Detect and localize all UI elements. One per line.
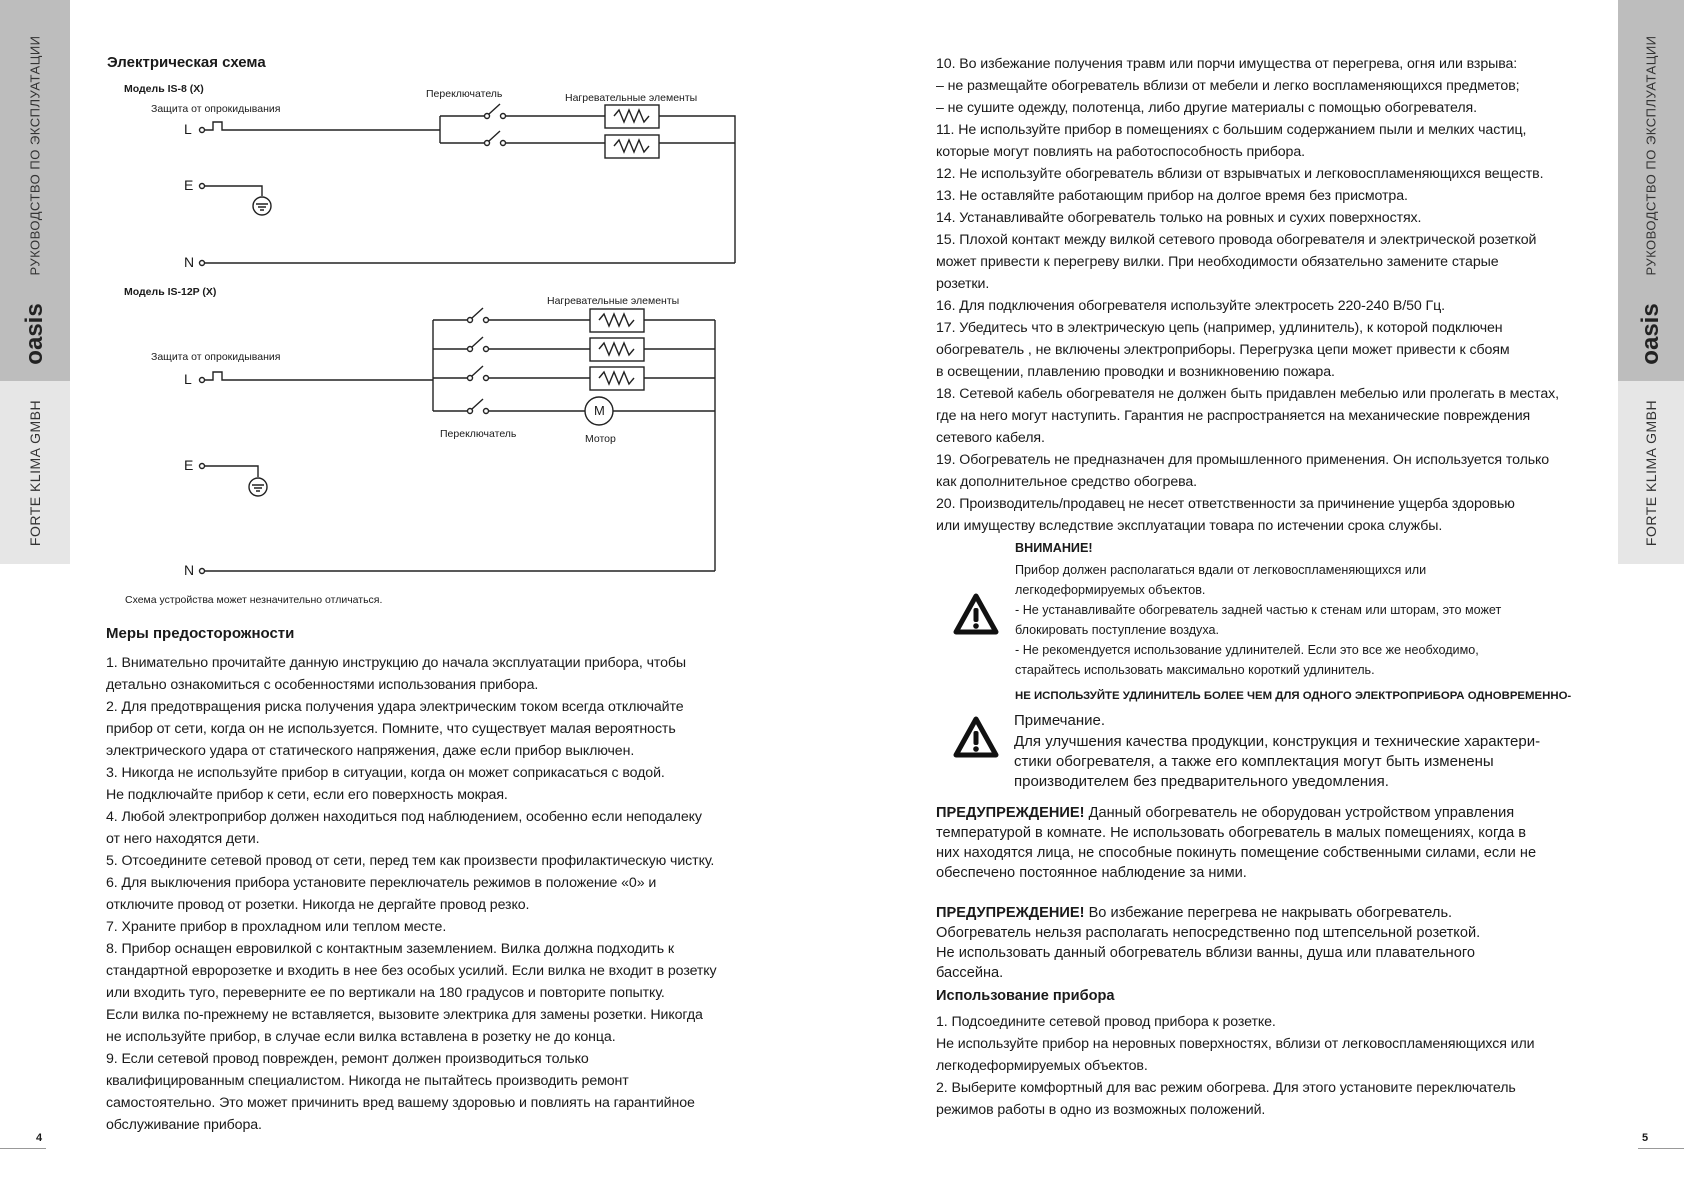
text-line: Прибор должен располагаться вдали от легковоспламеняющихся или [1015, 563, 1427, 577]
terminal-l: L [184, 371, 192, 387]
text-line: 4. Любой электроприбор должен находиться под наблюдением, особенно если неподалеку [106, 809, 702, 825]
text-line: или входить туго, переверните ее по вертикали на 180 градусов и повторите попытку. [106, 985, 665, 1001]
text-line: – не сушите одежду, полотенца, либо другие материалы с помощью обогревателя. [936, 100, 1477, 116]
text-line: которые могут повлиять на работоспособность прибора. [936, 144, 1305, 160]
terminal-n: N [184, 254, 195, 270]
heaters-label: Нагревательные элементы [547, 295, 680, 307]
text-line: детально ознакомиться с особенностями использования прибора. [106, 677, 539, 693]
text-line: стики обогревателя, а также его комплектация могут быть изменены [1014, 753, 1494, 770]
model-2-label: Модель IS-12P (X) [124, 286, 217, 298]
text-line: в освещении, плавлению проводки и возникновению пожара. [936, 364, 1335, 380]
warning-triangle-icon [952, 715, 1000, 761]
text-line: 1. Внимательно прочитайте данную инструкцию до начала эксплуатации прибора, чтобы [106, 655, 687, 671]
text-line: старайтесь использовать максимально короткий удлинитель. [1015, 663, 1375, 677]
text-line: 12. Не используйте обогреватель вблизи от взрывчатых и легковоспламеняющихся веществ. [936, 166, 1544, 182]
text-line: где на него могут наступить. Гарантия не распространяется на механические повреждения [936, 408, 1531, 424]
diagram-model-1 [200, 104, 736, 266]
terminal-l: L [184, 121, 192, 137]
text-line: 2. Для предотвращения риска получения удара электрическим током всегда отключайте [106, 699, 684, 715]
terminal-n: N [184, 562, 195, 578]
terminal-e: E [184, 177, 194, 193]
text-line: 1. Подсоедините сетевой провод прибора к розетке. [936, 1014, 1276, 1030]
text-line: 20. Производитель/продавец не несет ответственности за причинение ущерба здоровью [936, 496, 1515, 512]
brand-logo: oasis [1637, 303, 1664, 365]
text-line: розетки. [936, 276, 990, 292]
sidebar-manual-label: РУКОВОДСТВО ПО ЭКСПЛУАТАЦИИ [1643, 35, 1659, 276]
text-line: 13. Не оставляйте работающим прибор на долгое время без присмотра. [936, 188, 1408, 204]
text-line: блокировать поступление воздуха. [1015, 623, 1220, 637]
heaters-label: Нагревательные элементы [565, 92, 698, 104]
usage-title: Использование прибора [936, 988, 1115, 1004]
sidebar-company-label: FORTE KLIMA GMBH [27, 399, 43, 547]
text-line: - Не рекомендуется использование удлинителей. Если это все же необходимо, [1015, 643, 1479, 657]
text-line: отключите провод от розетки. Никогда не дергайте провод резко. [106, 897, 530, 913]
motor-symbol-letter: M [594, 403, 605, 418]
note-title: Примечание. [1014, 712, 1105, 729]
text-line: Обогреватель нельзя располагать непосредственно под штепсельной розеткой. [936, 925, 1481, 941]
scheme-note: Схема устройства может незначительно отличаться. [125, 594, 383, 606]
text-line: 15. Плохой контакт между вилкой сетевого провода обогревателя и электрической розеткой [936, 232, 1537, 248]
text-line: Во избежание перегрева не накрывать обогреватель. [1084, 905, 1453, 921]
text-line: бассейна. [936, 965, 1004, 981]
text-line: сетевого кабеля. [936, 430, 1045, 446]
warning-paragraph-2 [936, 903, 1480, 983]
text-line [936, 903, 1480, 923]
text-line: температурой в комнате. Не использовать обогреватель в малых помещениях, когда в [936, 825, 1527, 841]
text-line: от него находятся дети. [106, 831, 260, 847]
switch-label: Переключатель [426, 88, 503, 100]
terminal-e: E [184, 457, 194, 473]
page-rule [0, 1148, 46, 1149]
page-number-left: 4 [36, 1132, 43, 1144]
text-line: Для улучшения качества продукции, конструкция и технические характери- [1014, 733, 1541, 750]
text-line: 18. Сетевой кабель обогревателя не должен быть придавлен мебелью или пролегать в местах, [936, 386, 1559, 402]
attention-text [1015, 560, 1501, 680]
text-line: Не используйте прибор на неровных поверхностях, вблизи от легковоспламеняющихся или [936, 1036, 1535, 1052]
text-line: 2. Выберите комфортный для вас режим обогрева. Для этого установите переключатель [936, 1080, 1516, 1096]
note-text [1014, 732, 1540, 792]
sidebar-company-label: FORTE KLIMA GMBH [1643, 399, 1659, 547]
text-line: 16. Для подключения обогревателя используйте электросеть 220-240 В/50 Гц. [936, 298, 1445, 314]
warning-label: ПРЕДУПРЕЖДЕНИЕ! [936, 905, 1085, 921]
precautions-list [106, 652, 717, 1136]
text-line: Если вилка по-прежнему не вставляется, вызовите электрика для замены розетки. Никогда [106, 1007, 703, 1023]
text-line: – не размещайте обогреватель вблизи от мебели и легко воспламеняющихся предметов; [936, 78, 1520, 94]
text-line: 3. Никогда не используйте прибор в ситуации, когда он может соприкасаться с водой. [106, 765, 665, 781]
sidebar-manual-label: РУКОВОДСТВО ПО ЭКСПЛУАТАЦИИ [27, 35, 43, 276]
switch-label: Переключатель [440, 428, 517, 440]
text-line: обогреватель , не включены электроприборы. Перегрузка цепи может привести к сбоям [936, 342, 1510, 358]
text-line: 7. Храните прибор в прохладном или теплом месте. [106, 919, 447, 935]
text-line: обслуживание прибора. [106, 1117, 262, 1133]
model-1-label: Модель IS-8 (X) [124, 83, 204, 95]
text-line [936, 803, 1536, 823]
safety-list-continued [936, 53, 1559, 537]
extension-warning: НЕ ИСПОЛЬЗУЙТЕ УДЛИНИТЕЛЬ БОЛЕЕ ЧЕМ ДЛЯ ОДНОГО ЭЛЕКТРОПРИБОРА ОДНОВРЕМЕННО- [1015, 690, 1572, 702]
text-line: - Не устанавливайте обогреватель задней частью к стенам или шторам, это может [1015, 603, 1502, 617]
right-sidebar [1618, 0, 1684, 564]
text-line: производителем без предварительного уведомления. [1014, 773, 1389, 790]
text-line: 5. Отсоедините сетевой провод от сети, перед тем как произвести профилактическую чистку. [106, 853, 715, 869]
tilt-protection-label: Защита от опрокидывания [151, 103, 281, 115]
text-line: легкодеформируемых объектов. [936, 1058, 1148, 1074]
text-line: прибор от сети, когда он не используется. Помните, что существует малая вероятность [106, 721, 676, 737]
tilt-protection-label: Защита от опрокидывания [151, 351, 281, 363]
text-line: Данный обогреватель не оборудован устройством управления [1084, 805, 1515, 821]
motor-label: Мотор [585, 433, 616, 445]
text-line: 9. Если сетевой провод поврежден, ремонт должен производиться только [106, 1051, 589, 1067]
text-line: или имуществу вследствие эксплуатации товара по истечении срока службы. [936, 518, 1443, 534]
usage-list [936, 1011, 1535, 1121]
page-number-right: 5 [1642, 1132, 1649, 1144]
text-line: 11. Не используйте прибор в помещениях с большим содержанием пыли и мелких частиц, [936, 122, 1527, 138]
text-line: может привести к перегреву вилки. При необходимости обязательно замените старые [936, 254, 1499, 270]
text-line: 14. Устанавливайте обогреватель только на ровных и сухих поверхностях. [936, 210, 1422, 226]
diagram-model-2 [200, 308, 716, 574]
text-line: стандартной евророзетке и входить в нее без особых усилий. Если вилка не входит в розетку [106, 963, 717, 979]
warning-label: ПРЕДУПРЕЖДЕНИЕ! [936, 805, 1085, 821]
text-line: как дополнительное средство обогрева. [936, 474, 1198, 490]
text-line: Не подключайте прибор к сети, если его поверхность мокрая. [106, 787, 508, 803]
warning-triangle-icon [952, 592, 1000, 638]
text-line: 10. Во избежание получения травм или порчи имущества от перегрева, огня или взрыва: [936, 56, 1518, 72]
text-line: них находятся лица, не способные покинуть помещение собственными силами, если не [936, 845, 1537, 861]
warning-paragraph-1 [936, 803, 1536, 883]
attention-title: ВНИМАНИЕ! [1015, 541, 1093, 555]
page-rule [1638, 1148, 1684, 1149]
precautions-title: Меры предосторожности [106, 625, 295, 642]
text-line: Не использовать данный обогреватель вблизи ванны, душа или плавательного [936, 945, 1475, 961]
text-line: 6. Для выключения прибора установите переключатель режимов в положение «0» и [106, 875, 657, 891]
brand-logo: oasis [21, 303, 48, 365]
text-line: 17. Убедитесь что в электрическую цепь (например, удлинитель), к которой подключен [936, 320, 1503, 336]
text-line: самостоятельно. Это может причинить вред вашему здоровью и повлиять на гарантийное [106, 1095, 695, 1111]
text-line: не используйте прибор, в случае если вилка вставлена в розетку не до конца. [106, 1029, 616, 1045]
text-line: обеспечено постоянное наблюдение за ними. [936, 865, 1247, 881]
text-line: электрического удара от статического напряжения, даже если прибор выключен. [106, 743, 635, 759]
text-line: режимов работы в одно из возможных положений. [936, 1102, 1266, 1118]
text-line: 19. Обогреватель не предназначен для промышленного применения. Он используется только [936, 452, 1550, 468]
text-line: 8. Прибор оснащен евровилкой с контактным заземлением. Вилка должна подходить к [106, 941, 674, 957]
text-line: квалифицированным специалистом. Никогда не пытайтесь производить ремонт [106, 1073, 629, 1089]
section-title-electrical-scheme: Электрическая схема [107, 54, 266, 71]
text-line: легкодеформируемых объектов. [1015, 583, 1206, 597]
